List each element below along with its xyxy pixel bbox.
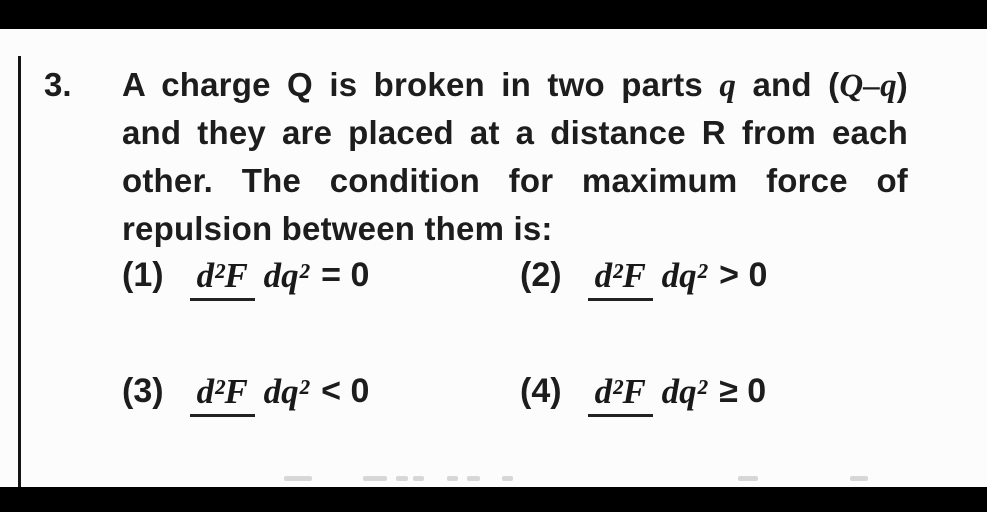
fraction-numerator: d²F	[588, 372, 653, 417]
fraction-numerator: d²F	[190, 372, 255, 417]
option-4	[520, 372, 766, 411]
option-4-fraction	[588, 372, 708, 411]
cutoff-text-artifact	[738, 476, 758, 481]
question-text	[122, 61, 908, 253]
fraction-denominator: dq²	[661, 372, 708, 411]
cutoff-text-artifact	[396, 476, 408, 481]
cutoff-text-artifact	[850, 476, 868, 481]
option-1	[122, 256, 369, 295]
option-3-fraction	[190, 372, 310, 411]
fraction-numerator: d²F	[190, 256, 255, 301]
question-line-1-seg: and (	[736, 66, 840, 103]
question-line-3: other. The condition for maximum force of	[122, 162, 908, 199]
question-line-1-seg: )	[896, 66, 908, 103]
question-line-1-seg: A charge Q is broken in two parts	[122, 66, 720, 103]
option-2-relation: > 0	[719, 256, 768, 295]
fraction-numerator: d²F	[588, 256, 653, 301]
fraction-denominator: dq²	[661, 256, 708, 295]
cutoff-text-artifact	[447, 476, 458, 481]
cutoff-text-artifact	[413, 476, 424, 481]
option-3-relation: < 0	[321, 372, 370, 411]
fraction-denominator: dq²	[263, 372, 310, 411]
cutoff-text-artifact	[467, 476, 480, 481]
option-2	[520, 256, 767, 295]
question-line-4: repulsion between them is:	[122, 210, 553, 247]
expression-Q-minus-q: Q–q	[839, 68, 897, 104]
question-line-2: and they are placed at a distance R from each	[122, 114, 908, 151]
option-1-label: (1)	[122, 256, 164, 295]
option-1-fraction	[190, 256, 310, 295]
option-3-label: (3)	[122, 372, 164, 411]
option-3	[122, 372, 369, 411]
bottom-letterbox-bar	[0, 487, 987, 512]
cutoff-text-artifact	[502, 476, 513, 481]
option-4-relation: ≥ 0	[719, 372, 767, 411]
cutoff-text-artifact	[363, 476, 387, 481]
fraction-denominator: dq²	[263, 256, 310, 295]
cutoff-text-artifact	[284, 476, 312, 481]
question-line-1	[122, 61, 908, 109]
option-2-label: (2)	[520, 256, 562, 295]
question-number: 3.	[44, 66, 72, 103]
variable-q: q	[719, 68, 737, 104]
option-4-label: (4)	[520, 372, 562, 411]
top-letterbox-bar	[0, 0, 987, 29]
option-2-fraction	[588, 256, 708, 295]
left-margin-rule	[18, 56, 21, 487]
option-1-relation: = 0	[321, 256, 370, 295]
